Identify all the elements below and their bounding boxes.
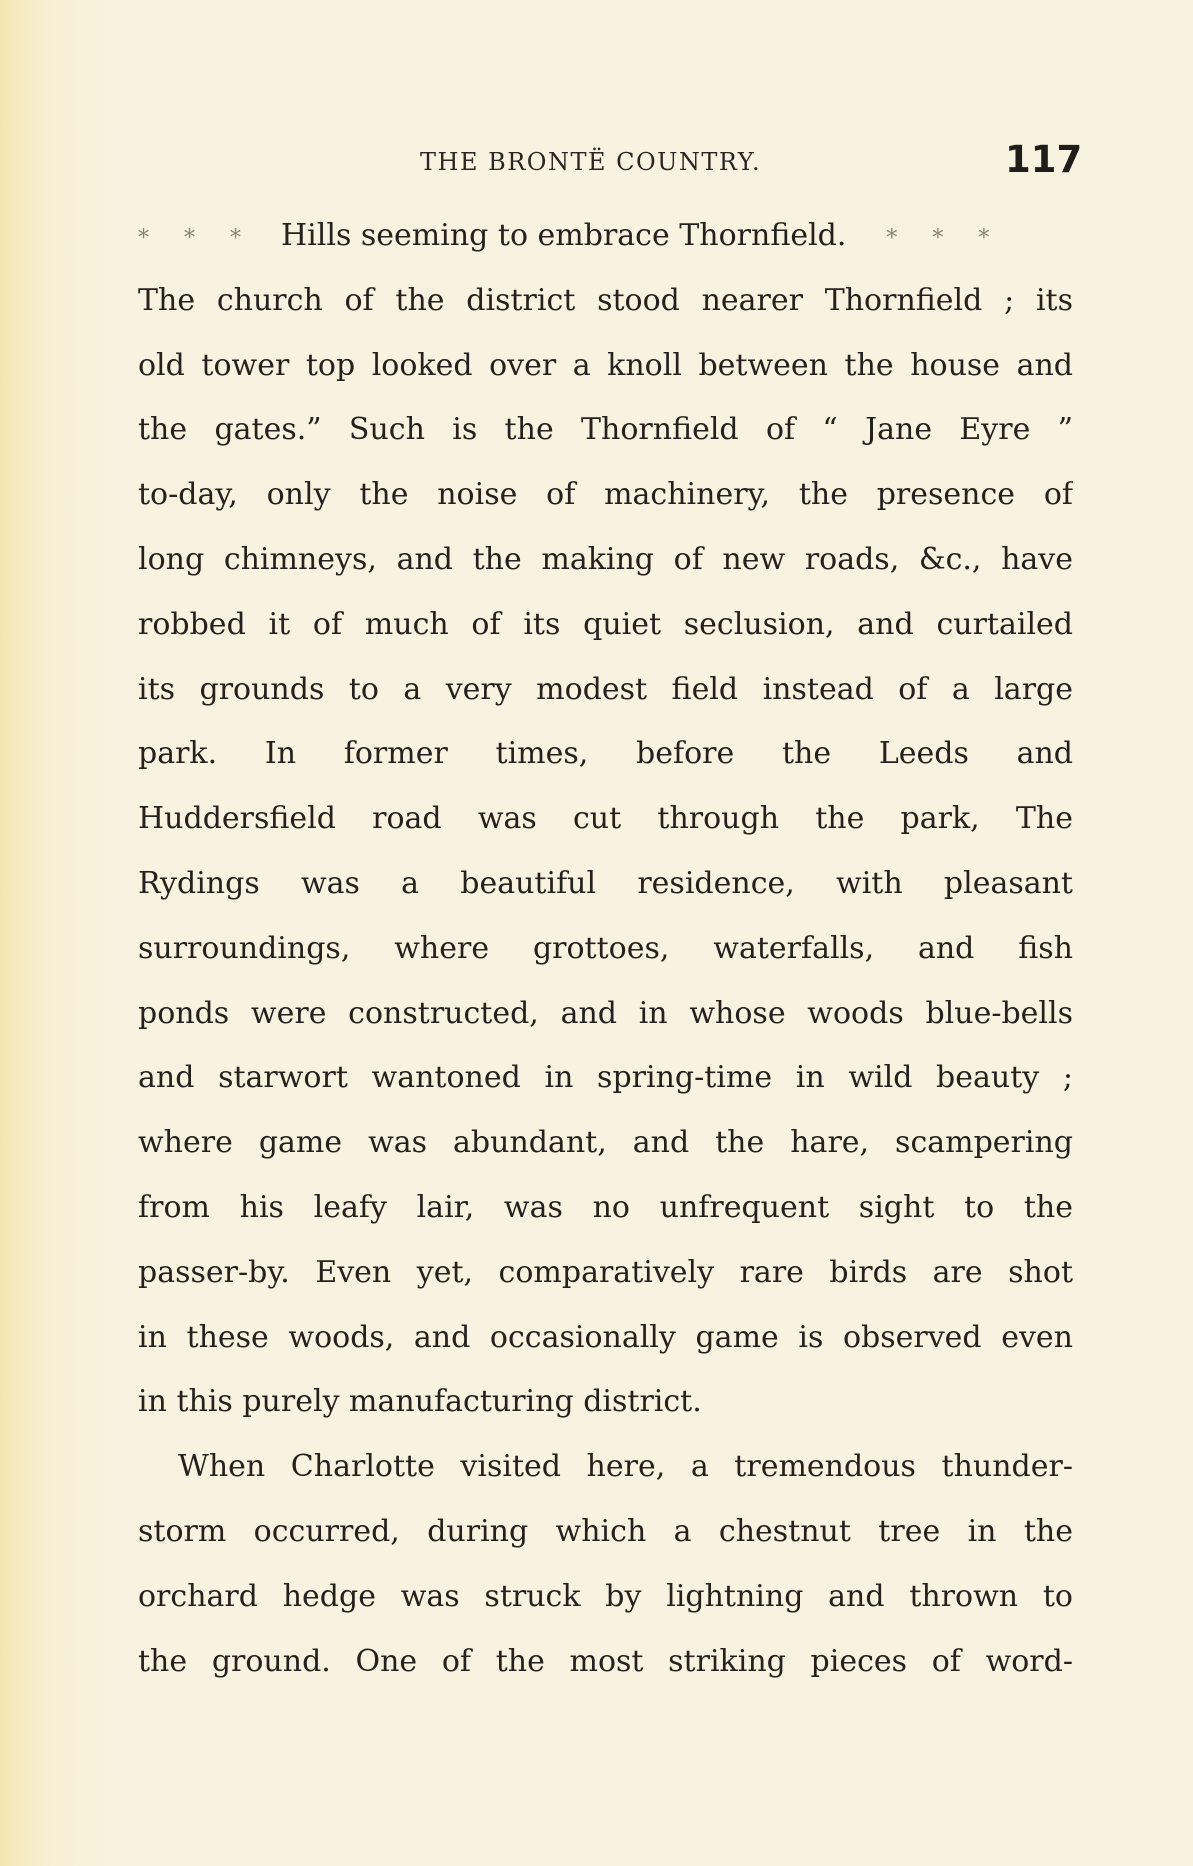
asterisks-ornament: * * * xyxy=(886,226,1004,251)
line-text: Hills seeming to embrace Thornfield. xyxy=(281,218,847,253)
text-line: the ground. One of the most striking pieces of word- xyxy=(138,1643,1073,1679)
text-line: long chimneys, and the making of new roads, &c., have xyxy=(138,541,1073,577)
running-head: THE BRONTË COUNTRY. xyxy=(420,148,762,176)
text-line: ponds were constructed, and in whose woods blue-bells xyxy=(138,995,1073,1031)
text-line: in this purely manufacturing district. xyxy=(138,1384,702,1420)
text-line: passer-by. Even yet, comparatively rare birds are shot xyxy=(138,1254,1073,1290)
text-line: from his leafy lair, was no unfrequent sight to the xyxy=(138,1189,1073,1225)
page-number: 117 xyxy=(1005,138,1083,181)
text-line: its grounds to a very modest field instead of a large xyxy=(138,671,1073,707)
text-line: orchard hedge was struck by lightning and thrown to xyxy=(138,1578,1073,1614)
text-line: When Charlotte visited here, a tremendous thunder- xyxy=(178,1449,1073,1485)
text-line: storm occurred, during which a chestnut tree in the xyxy=(138,1513,1073,1549)
text-line: in these woods, and occasionally game is observed even xyxy=(138,1319,1073,1355)
text-line: to-day, only the noise of machinery, the presence of xyxy=(138,477,1073,513)
text-line: The church of the district stood nearer Thornfield ; its xyxy=(138,282,1073,318)
page-header xyxy=(0,138,1193,198)
text-line: where game was abundant, and the hare, scampering xyxy=(138,1125,1073,1161)
text-line: surroundings, where grottoes, waterfalls, and fish xyxy=(138,930,1073,966)
text-line: Huddersfield road was cut through the park, The xyxy=(138,801,1073,837)
text-line: the gates.” Such is the Thornfield of “ Jane Eyre ” xyxy=(138,412,1073,448)
text-line: robbed it of much of its quiet seclusion, and curtailed xyxy=(138,606,1073,642)
text-line: old tower top looked over a knoll between the house and xyxy=(138,347,1073,383)
text-line-1 xyxy=(138,204,1073,269)
text-line: Rydings was a beautiful residence, with pleasant xyxy=(138,865,1073,901)
body-text xyxy=(138,204,1073,1694)
text-line: park. In former times, before the Leeds and xyxy=(138,736,1073,772)
asterisks-ornament: * * * xyxy=(138,226,255,251)
text-line: and starwort wantoned in spring-time in wild beauty ; xyxy=(138,1060,1073,1096)
